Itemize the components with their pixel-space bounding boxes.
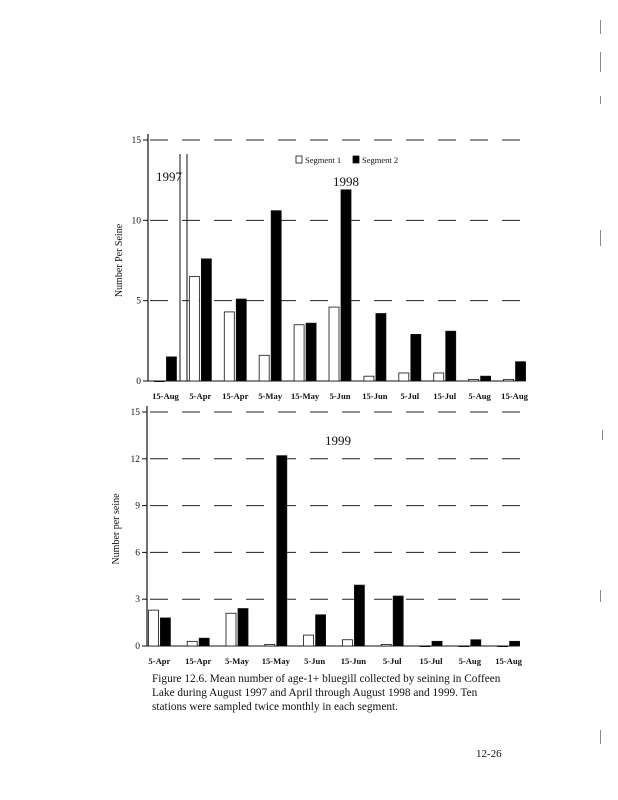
x-tick-label: 5-Apr (189, 391, 212, 401)
margin-mark (600, 230, 601, 246)
figure-caption: Figure 12.6. Mean number of age-1+ bluegill collected by seining in Coffeen Lake during August 1997 and April through August 1998 and 1999. Ten stations were sampled twice monthly in each segment. (152, 673, 501, 713)
bar-segment-2 (354, 585, 364, 646)
bar-segment-2 (481, 376, 491, 381)
legend-swatch-segment-2 (353, 156, 359, 163)
year-label: 1997 (156, 169, 182, 184)
bar-segment-1 (154, 381, 164, 382)
bar-segment-1 (498, 646, 508, 647)
x-tick-label: 15-May (291, 391, 320, 401)
bar-segment-1 (420, 646, 430, 647)
legend-label-segment-2: Segment 2 (362, 155, 399, 165)
year-label: 1999 (325, 433, 351, 448)
bar-segment-1 (434, 373, 444, 381)
legend-swatch-segment-1 (296, 156, 302, 163)
bar-segment-1 (329, 307, 339, 381)
x-tick-label: 5-Apr (148, 656, 171, 666)
bar-segment-1 (381, 644, 391, 646)
y-tick-label: 10 (131, 216, 141, 227)
margin-mark (600, 52, 601, 72)
bar-segment-1 (265, 644, 275, 646)
chart-1998 (114, 134, 529, 401)
bar-segment-2 (393, 596, 403, 646)
bar-segment-2 (341, 190, 351, 381)
x-tick-label: 5-Jul (400, 391, 420, 401)
bar-segment-1 (399, 373, 409, 381)
x-tick-label: 15-Aug (495, 656, 522, 666)
x-tick-label: 15-Apr (185, 656, 212, 666)
x-tick-label: 15-Jun (362, 391, 388, 401)
bar-segment-2 (277, 456, 287, 646)
y-tick-label: 12 (130, 454, 140, 465)
bar-segment-1 (189, 277, 199, 381)
x-tick-label: 5-Jun (329, 391, 351, 401)
bar-segment-1 (459, 646, 469, 647)
y-tick-label: 15 (130, 408, 140, 418)
x-tick-label: 5-May (258, 391, 283, 401)
year-label: 1998 (333, 174, 359, 189)
y-axis-label: Number per seine (111, 493, 122, 565)
y-tick-label: 9 (135, 501, 140, 512)
x-tick-label: 15-Jun (340, 656, 367, 666)
margin-mark (600, 590, 601, 602)
bar-segment-2 (306, 323, 316, 381)
x-tick-label: 15-Apr (222, 391, 249, 401)
bar-segment-1 (187, 641, 197, 646)
margin-mark (600, 730, 601, 744)
bar-segment-1 (259, 355, 269, 381)
bar-segment-2 (316, 615, 326, 646)
x-tick-label: 15-Jul (433, 391, 457, 401)
x-tick-label: 15-Aug (152, 391, 179, 401)
bar-segment-2 (446, 331, 456, 381)
bar-segment-2 (238, 609, 248, 646)
bar-segment-1 (364, 376, 374, 381)
x-tick-label: 5-Aug (468, 391, 491, 401)
x-tick-label: 15-May (261, 656, 290, 666)
bar-segment-2 (271, 211, 281, 381)
bar-segment-1 (148, 610, 158, 646)
bar-segment-2 (199, 638, 209, 646)
y-tick-label: 3 (135, 595, 140, 606)
x-tick-label: 5-Jun (304, 656, 326, 666)
y-tick-label: 15 (131, 136, 141, 146)
y-tick-label: 5 (136, 296, 141, 307)
x-tick-label: 5-Aug (458, 656, 482, 666)
page-number: 12-26 (476, 748, 502, 760)
bar-segment-1 (342, 640, 352, 646)
bar-segment-1 (469, 379, 479, 381)
bar-segment-1 (294, 325, 304, 381)
bar-segment-2 (432, 641, 442, 646)
bar-segment-2 (510, 641, 520, 646)
x-tick-label: 15-Aug (501, 391, 528, 401)
bar-segment-1 (224, 312, 234, 381)
bar-segment-2 (411, 334, 421, 381)
bar-segment-2 (376, 314, 386, 381)
bar-segment-1 (226, 613, 236, 646)
y-tick-label: 0 (135, 642, 140, 652)
chart-1999 (111, 406, 528, 666)
bar-segment-1 (304, 635, 314, 646)
y-tick-label: 6 (135, 548, 140, 559)
y-tick-label: 0 (136, 377, 141, 387)
y-axis-label: Number Per Seine (114, 223, 125, 298)
margin-mark (600, 20, 601, 34)
bar-segment-2 (201, 259, 211, 381)
bar-segment-2 (160, 618, 170, 646)
margin-mark (600, 96, 601, 104)
legend-label-segment-1: Segment 1 (305, 155, 342, 165)
x-tick-label: 5-Jul (382, 656, 402, 666)
bar-segment-2 (236, 299, 246, 381)
x-tick-label: 15-Jul (419, 656, 443, 666)
bar-segment-2 (516, 362, 526, 381)
bar-segment-1 (504, 379, 514, 381)
bar-segment-2 (471, 640, 481, 646)
bar-segment-2 (166, 357, 176, 381)
x-tick-label: 5-May (225, 656, 249, 666)
margin-mark (602, 430, 603, 440)
